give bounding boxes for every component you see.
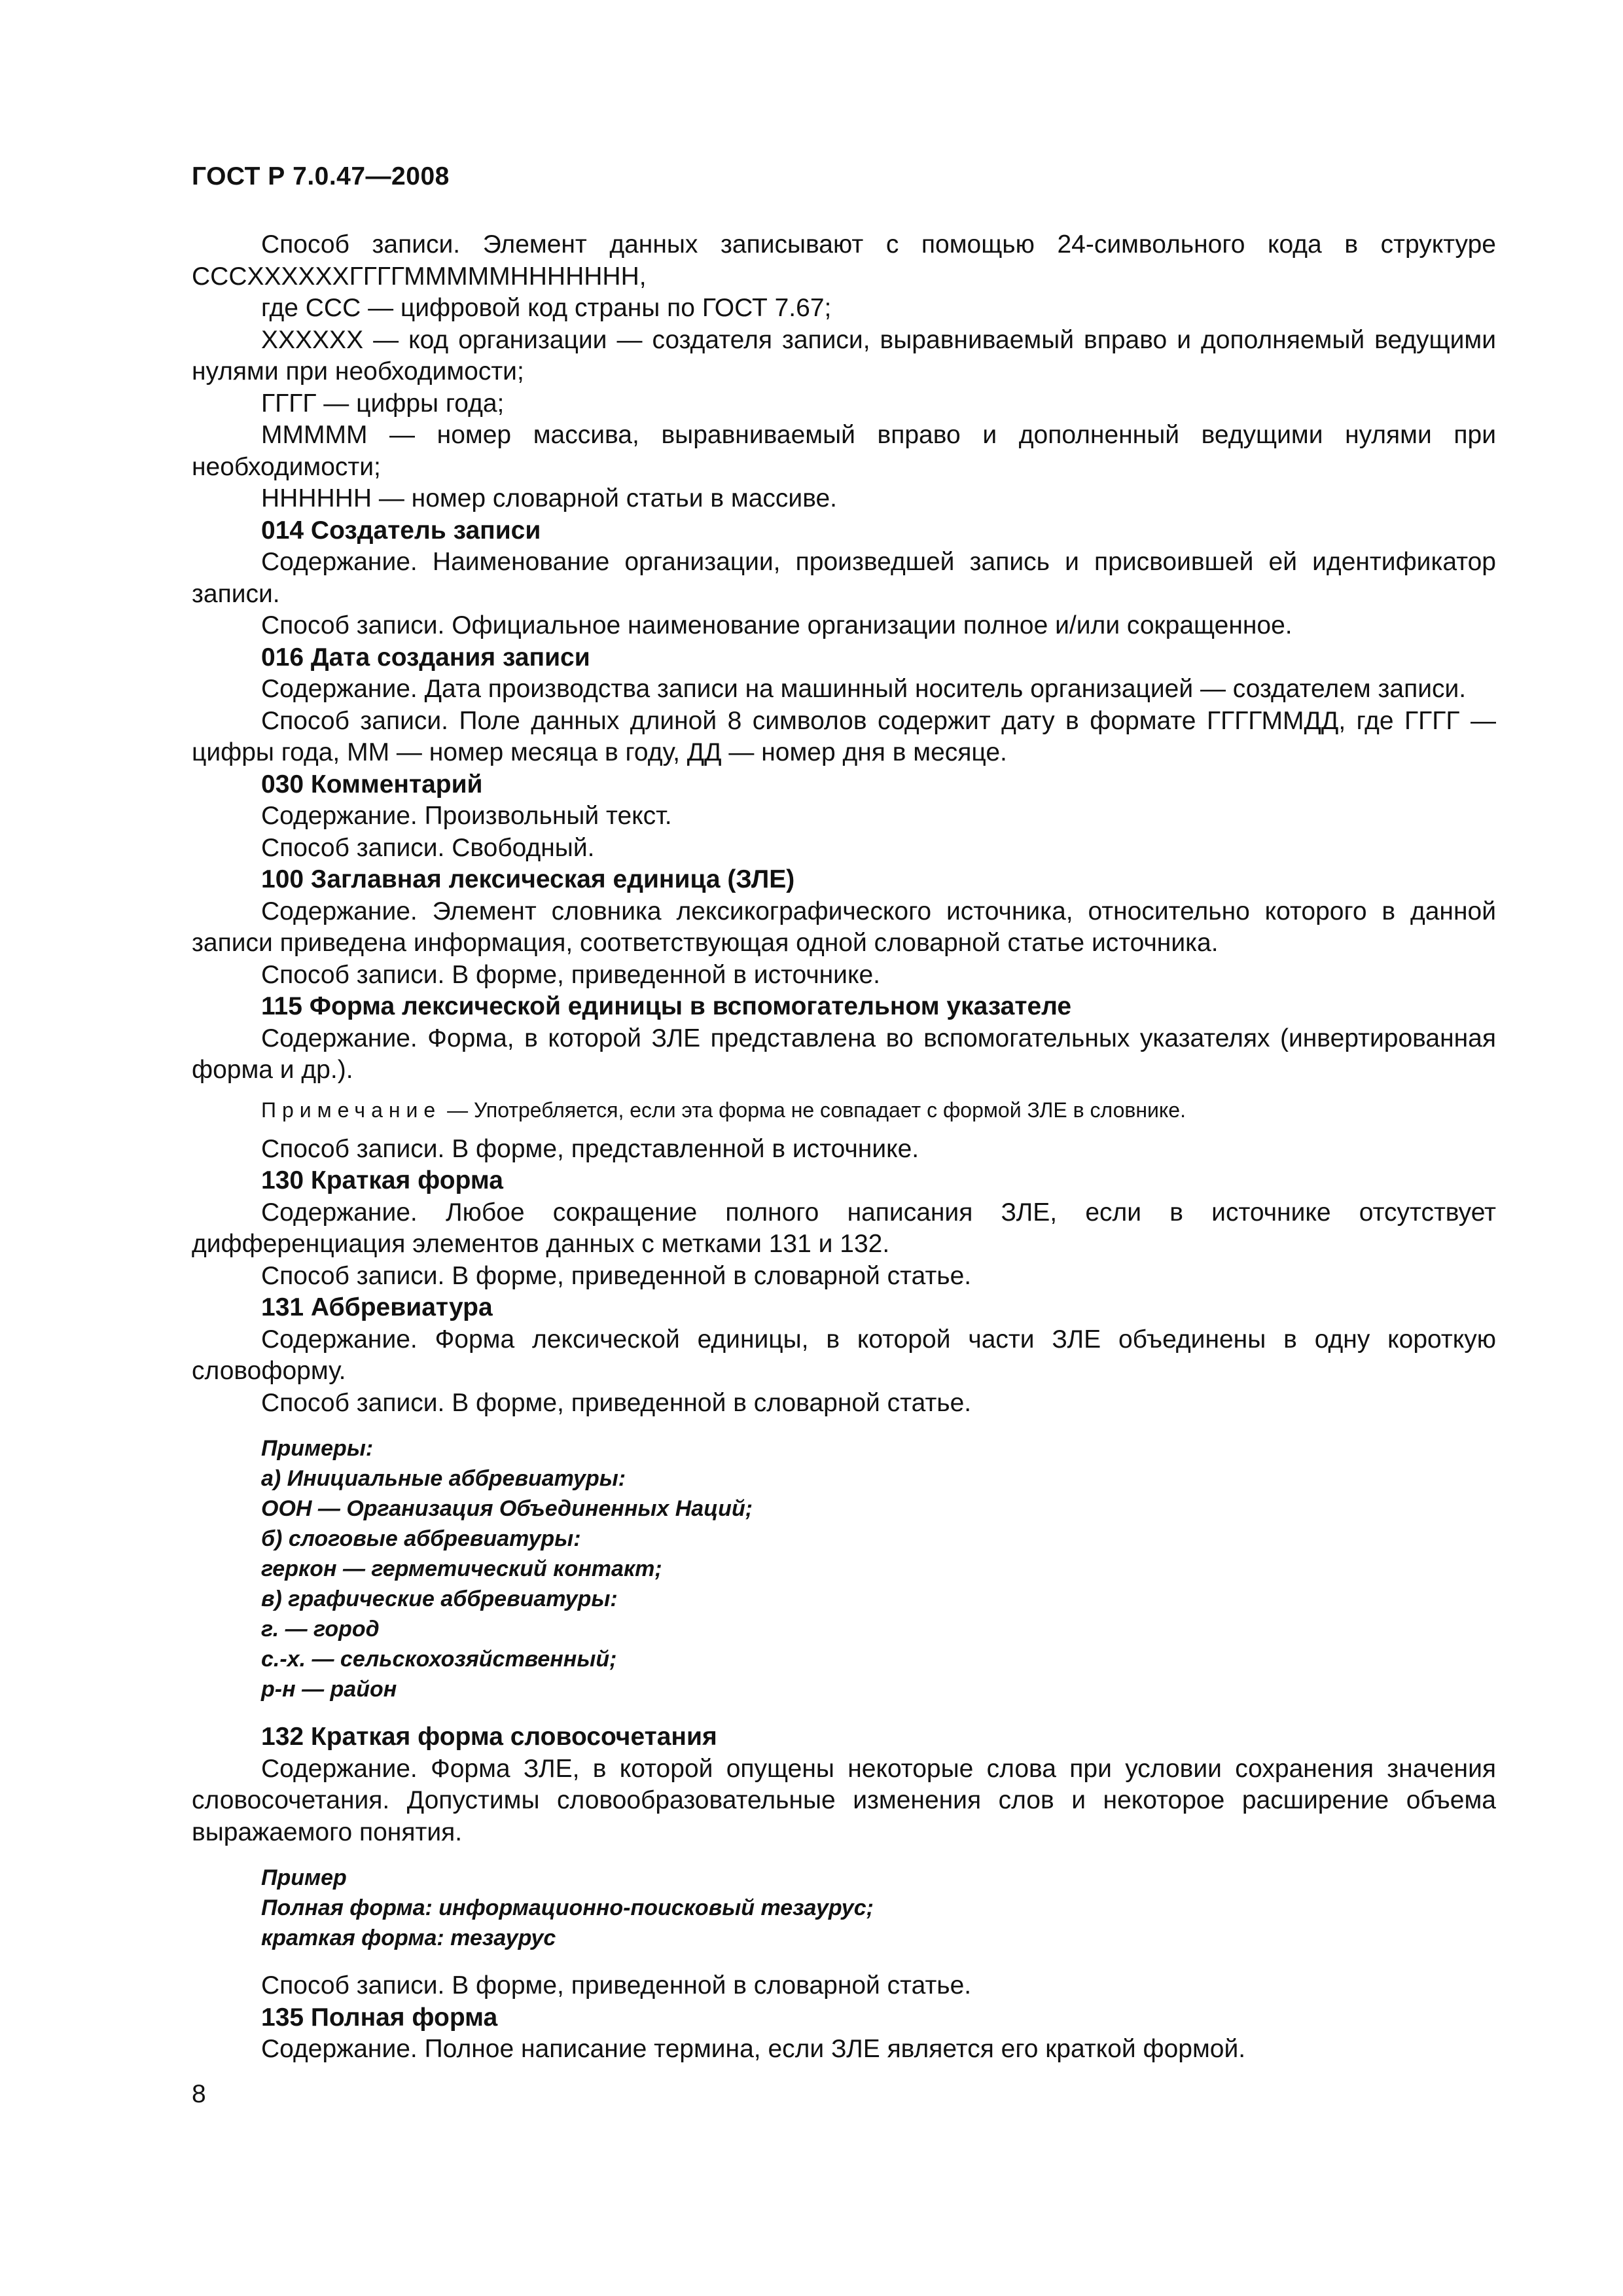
paragraph: Способ записи. В форме, приведенной в словарной статье. (261, 1261, 972, 1290)
example-line: р-н — район (261, 1677, 397, 1702)
paragraph: ХХХХХХ — код организации — создателя записи, выравниваемый вправо и дополняемый ведущими нулями при необходимости; (192, 325, 1496, 386)
paragraph: Содержание. Полное написание термина, если ЗЛЕ является его краткой формой. (261, 2035, 1246, 2063)
section-heading-100: 100 Заглавная лексическая единица (ЗЛЕ) (261, 865, 795, 893)
example-line: с.-х. — сельскохозяйственный; (261, 1647, 617, 1672)
paragraph: Способ записи. Официальное наименование организации полное и/или сокращенное. (261, 611, 1293, 639)
paragraph: Способ записи. В форме, приведенной в источнике. (261, 960, 880, 989)
paragraph: ННННHH — номер словарной статьи в массиве. (261, 484, 838, 512)
note (192, 1096, 1496, 1124)
example-line: Примеры: (261, 1436, 374, 1461)
note-text: — Употребляется, если эта форма не совпадает с формой ЗЛЕ в словнике. (441, 1098, 1186, 1122)
paragraph: Содержание. Произвольный текст. (261, 802, 672, 830)
example-line: в) графические аббревиатуры: (261, 1587, 618, 1611)
paragraph: Содержание. Форма ЗЛЕ, в которой опущены некоторые слова при условии сохранения значения словосочетания. Допустимы словообразовательные изменения слов и некоторое расширение объема выражаемого понятия. (192, 1754, 1496, 1846)
section-heading-030: 030 Комментарий (261, 770, 483, 798)
section-heading-016: 016 Дата создания записи (261, 643, 590, 672)
paragraph: Способ записи. Элемент данных записывают с помощью 24-символьного кода в структуре ССCXXXXXXГГГГММММMHHHHHHH, (192, 230, 1496, 291)
example-line: краткая форма: тезаурус (261, 1926, 556, 1950)
paragraph: Содержание. Форма лексической единицы, в которой части ЗЛЕ объединены в одну короткую словоформу. (192, 1325, 1496, 1385)
paragraph: Содержание. Форма, в которой ЗЛЕ представлена во вспомогательных указателях (инвертированная форма и др.). (192, 1024, 1496, 1084)
paragraph: Содержание. Элемент словника лексикографического источника, относительно которого в данной записи приведена информация, соответствующая одной словарной статье источника. (192, 897, 1496, 957)
page-header: ГОСТ Р 7.0.47—2008 (192, 162, 450, 190)
paragraph: Содержание. Наименование организации, произведшей запись и присвоившей ей идентификатор записи. (192, 548, 1496, 608)
document-body (192, 229, 1496, 2066)
example-line: Полная форма: информационно-поисковый тезаурус; (261, 1895, 874, 1920)
paragraph: где ССС — цифровой код страны по ГОСТ 7.67; (261, 294, 832, 322)
paragraph: Содержание. Дата производства записи на машинный носитель организацией — создателем записи. (261, 675, 1467, 703)
section-heading-130: 130 Краткая форма (261, 1166, 503, 1194)
example-line: а) Инициальные аббревиатуры: (261, 1466, 626, 1491)
paragraph: Способ записи. Поле данных длиной 8 символов содержит дату в формате ГГГГММДД, где ГГГГ — цифры года, ММ — номер месяца в году, ДД — номер дня в месяце. (192, 706, 1496, 766)
example-line: геркон — герметический контакт; (261, 1556, 662, 1581)
examples-block (261, 1863, 1496, 1953)
paragraph: Способ записи. Свободный. (261, 833, 595, 862)
paragraph: ММММM — номер массива, выравниваемый вправо и дополненный ведущими нулями при необходимости; (192, 421, 1496, 481)
paragraph: Содержание. Любое сокращение полного написания ЗЛЕ, если в источнике отсутствует дифференциация элементов данных с метками 131 и 132. (192, 1198, 1496, 1258)
example-line: ООН — Организация Объединенных Наций; (261, 1496, 753, 1521)
paragraph: Способ записи. В форме, представленной в источнике. (261, 1134, 919, 1163)
section-heading-014: 014 Создатель записи (261, 516, 541, 545)
example-line: г. — город (261, 1617, 380, 1641)
example-line: б) слоговые аббревиатуры: (261, 1526, 581, 1551)
paragraph: Способ записи. В форме, приведенной в словарной статье. (261, 1388, 972, 1417)
note-label: Примечание (261, 1098, 442, 1122)
paragraph: ГГГГ — цифры года; (261, 389, 505, 418)
example-line: Пример (261, 1865, 347, 1890)
section-heading-131: 131 Аббревиатура (261, 1293, 493, 1321)
section-heading-132: 132 Краткая форма словосочетания (261, 1723, 717, 1751)
page-number: 8 (192, 2080, 206, 2108)
paragraph: Способ записи. В форме, приведенной в словарной статье. (261, 1971, 972, 2000)
section-heading-115: 115 Форма лексической единицы в вспомогательном указателе (261, 992, 1072, 1020)
section-heading-135: 135 Полная форма (261, 2003, 498, 2032)
examples-block (261, 1433, 1496, 1704)
